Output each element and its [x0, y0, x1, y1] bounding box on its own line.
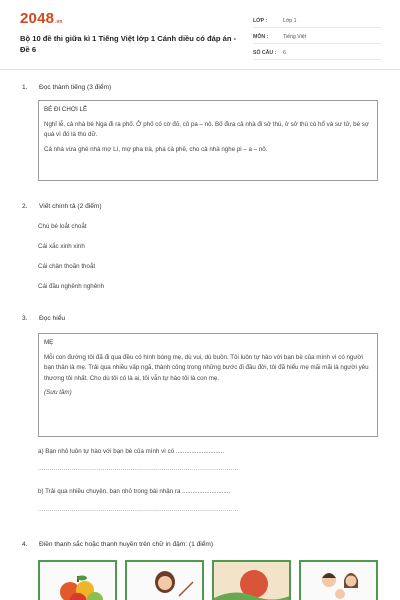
- passage-source: (Sưu tầm): [44, 389, 72, 396]
- reading-passage-box: [38, 333, 378, 437]
- question-3a: a) Bạn nhỏ luôn tự hào với bạn bè của mình vì có ............................: [38, 448, 225, 455]
- meta-row-subject: [253, 30, 381, 44]
- question-3b: b) Trải qua nhiều chuyện, bạn nhỏ trong bài nhận ra ............................: [38, 488, 231, 495]
- logo-text: 2048: [20, 10, 55, 27]
- dictation-line: Cái xắc xinh xinh: [38, 243, 85, 250]
- question-label: Đọc thành tiếng (3 điểm): [39, 84, 112, 91]
- logo-suffix: .vn: [55, 19, 63, 25]
- meta-value: Lớp 1: [283, 17, 297, 24]
- dictation-line: Cái chân thoăn thoắt: [38, 263, 96, 270]
- question-4-heading: [22, 541, 213, 548]
- question-label: Viết chính tả (2 điểm): [39, 203, 102, 210]
- dictation-line: Cái đầu nghênh nghênh: [38, 283, 105, 290]
- fruit-picture: [38, 560, 117, 600]
- picture-row: [38, 560, 378, 600]
- passage-title: MẸ: [44, 339, 54, 346]
- meta-key: LỚP :: [253, 17, 268, 24]
- teacher-picture: [125, 560, 204, 600]
- passage-paragraph: Cả nhà vừa ghé nhà mợ Lí, mợ pha trà, pha cà phê, cho cả nhà nghe pi – a – nô.: [44, 145, 268, 153]
- question-number: 1.: [22, 84, 28, 91]
- question-2-heading: [22, 203, 102, 210]
- meta-value: 6: [283, 49, 286, 56]
- document-meta: [253, 14, 381, 62]
- answer-line[interactable]: ......................................................................................................: [38, 466, 239, 472]
- document-header: [0, 0, 400, 70]
- answer-line[interactable]: ......................................................................................................: [38, 507, 239, 513]
- reading-passage-box: [38, 100, 378, 181]
- hill-picture: [212, 560, 291, 600]
- family-picture: [299, 560, 378, 600]
- meta-key: SỐ CÂU :: [253, 49, 277, 56]
- site-logo[interactable]: [20, 10, 62, 27]
- question-1-heading: [22, 84, 111, 91]
- question-number: 3.: [22, 315, 28, 322]
- fruits-icon: [40, 562, 117, 600]
- dictation-line: Chú bé loắt choắt: [38, 223, 87, 230]
- meta-value: Tiếng Việt: [283, 33, 307, 40]
- meta-key: MÔN :: [253, 33, 269, 40]
- passage-title: BÉ ĐI CHƠI LỄ: [44, 106, 88, 113]
- landscape-icon: [214, 562, 291, 600]
- question-3-heading: [22, 315, 65, 322]
- meta-row-class: [253, 14, 381, 28]
- page-title: Bộ 10 đề thi giữa kì 1 Tiếng Việt lớp 1 Cánh diều có đáp án - Đề 6: [20, 34, 237, 54]
- passage-paragraph: Mỗi con đường tôi đã đi qua đều có hình bóng mẹ, dù vui, dù buồn. Tôi luôn tự hào với bạn bè của mình vì có người bạn thân là mẹ. Trải qua nhiều vấp ngã, thành công trong những bước đi đầu đời, tôi đã hiểu mẹ mãi mãi là người yêu thương tôi nhất. Cho dù tôi có là ai, tôi vẫn tự hào tôi là con mẹ.: [44, 353, 369, 382]
- question-number: 2.: [22, 203, 28, 210]
- question-label: Điền thanh sắc hoặc thanh huyền trên chữ in đậm: (1 điểm): [39, 541, 214, 548]
- meta-row-count: [253, 46, 381, 60]
- teacher-icon: [127, 562, 204, 600]
- passage-paragraph: Nghỉ lễ, cả nhà bé Nga đi ra phố. Ở phố có cờ đỏ, cô pa – nô. Bố đưa cả nhà đi sở thú, ở sở thú có hổ và sư tử, bé sợ quá vì đó là thú dữ.: [44, 120, 369, 138]
- family-icon: [301, 562, 378, 600]
- question-label: Đọc hiểu: [39, 315, 66, 322]
- question-number: 4.: [22, 541, 28, 548]
